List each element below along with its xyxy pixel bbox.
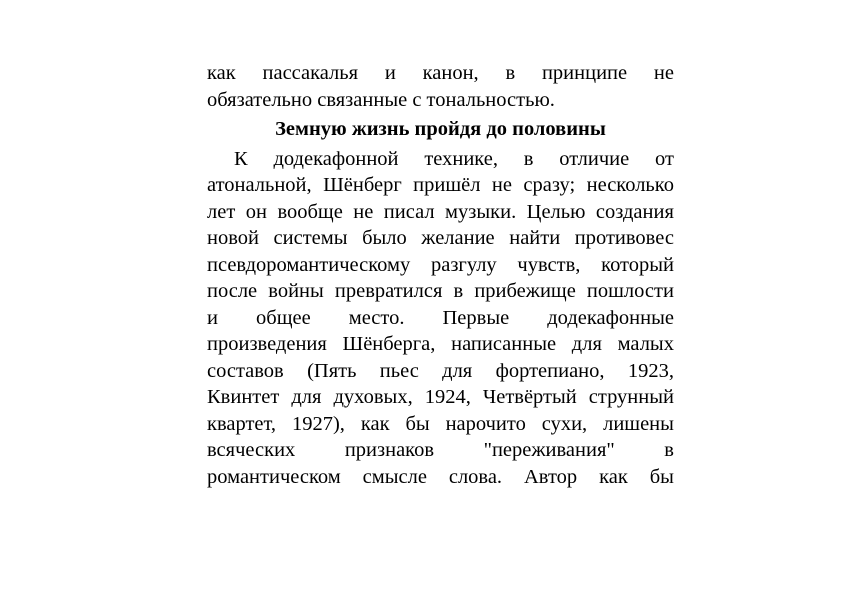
word: слова.: [448, 465, 503, 488]
word: струнный: [588, 386, 674, 408]
paragraph-line: [207, 305, 674, 332]
word: в: [523, 147, 534, 170]
word: после: [207, 280, 258, 302]
word: составов: [207, 359, 284, 382]
word: противовес: [574, 227, 674, 249]
text-line: обязательно связанные с тональностью.: [207, 88, 555, 111]
paragraph-line: [207, 199, 674, 226]
word: признаков: [344, 439, 435, 461]
word: пришёл: [413, 174, 481, 196]
word: превратился: [334, 280, 443, 302]
word: лет: [207, 200, 236, 223]
word: лишены: [603, 412, 674, 435]
word: новой: [207, 227, 259, 249]
word: псевдоромантическому: [207, 253, 411, 276]
word: пошлости: [586, 280, 674, 302]
word: принципе: [541, 62, 628, 84]
word: квартет,: [207, 412, 277, 435]
paragraph-line: [207, 384, 674, 411]
word: Первые: [442, 306, 510, 329]
word: создания: [595, 200, 674, 223]
word: бы: [649, 465, 674, 488]
word: отличие: [559, 147, 630, 170]
word: общее: [256, 306, 311, 329]
paragraph-line: [207, 172, 674, 199]
word: Автор: [523, 465, 578, 488]
word: как: [207, 62, 236, 84]
word: не: [653, 62, 674, 84]
word: сразу;: [523, 174, 576, 196]
word: и: [207, 306, 218, 329]
word: малых: [617, 333, 674, 355]
word: додекафонной: [273, 147, 399, 170]
word: произведения: [207, 333, 327, 355]
word: Шёнберг: [323, 174, 402, 196]
word: системы: [273, 227, 348, 249]
paragraph-line: [207, 252, 674, 279]
word: технике,: [424, 147, 498, 170]
word: написанные: [451, 333, 557, 355]
word: найти: [509, 227, 561, 249]
word: канон,: [422, 62, 479, 84]
word: и: [384, 62, 396, 84]
paragraph-line: [207, 225, 674, 252]
word: пьес: [379, 359, 419, 382]
text-column: [207, 60, 674, 490]
word: атональной,: [207, 174, 312, 196]
word: прибежище: [474, 280, 576, 302]
word: романтическом: [207, 465, 341, 488]
paragraph-line: [207, 411, 674, 438]
word: 1927),: [291, 412, 345, 435]
word: который: [601, 253, 674, 276]
paragraph-line: [207, 331, 674, 358]
section-heading: Земную жизнь пройдя до половины: [275, 118, 606, 140]
word: бы: [405, 412, 430, 435]
word: желание: [421, 227, 495, 249]
word: Четвёртый: [482, 386, 577, 408]
word: для: [291, 386, 322, 408]
word: не: [491, 174, 512, 196]
word: как: [360, 412, 390, 435]
paragraph-line: [207, 437, 674, 464]
word: в: [505, 62, 516, 84]
word: в: [664, 439, 674, 461]
word: духовых,: [333, 386, 413, 408]
word: для: [571, 333, 602, 355]
word: место.: [348, 306, 405, 329]
word: Квинтет: [207, 386, 280, 408]
word: додекафонные: [547, 306, 674, 329]
text-line: [207, 60, 674, 87]
word: войны: [268, 280, 324, 302]
word: К: [234, 147, 248, 170]
word: пассакалья: [262, 62, 359, 84]
word: разгулу: [430, 253, 497, 276]
word: 1923,: [627, 359, 674, 382]
word: в: [453, 280, 464, 302]
paragraph-line: [207, 464, 674, 491]
word: музыки.: [445, 200, 517, 223]
word: Шёнберга,: [342, 333, 436, 355]
word: сухи,: [541, 412, 588, 435]
word: было: [362, 227, 407, 249]
word: он: [245, 200, 267, 223]
word: чувств,: [517, 253, 581, 276]
word: вообще: [277, 200, 343, 223]
paragraph-line: [207, 146, 674, 173]
word: для: [442, 359, 473, 382]
word: смысле: [362, 465, 427, 488]
word: писал: [383, 200, 435, 223]
word: от: [655, 147, 674, 170]
word: как: [599, 465, 628, 488]
word: 1924,: [424, 386, 471, 408]
word: несколько: [586, 174, 674, 196]
word: Целью: [526, 200, 586, 223]
word: нарочито: [445, 412, 526, 435]
word: всяческих: [207, 439, 296, 461]
word: "переживания": [483, 439, 615, 461]
word: не: [353, 200, 374, 223]
paragraph-line: [207, 358, 674, 385]
paragraph-line: [207, 278, 674, 305]
word: фортепиано,: [495, 359, 605, 382]
word: (Пять: [307, 359, 357, 382]
